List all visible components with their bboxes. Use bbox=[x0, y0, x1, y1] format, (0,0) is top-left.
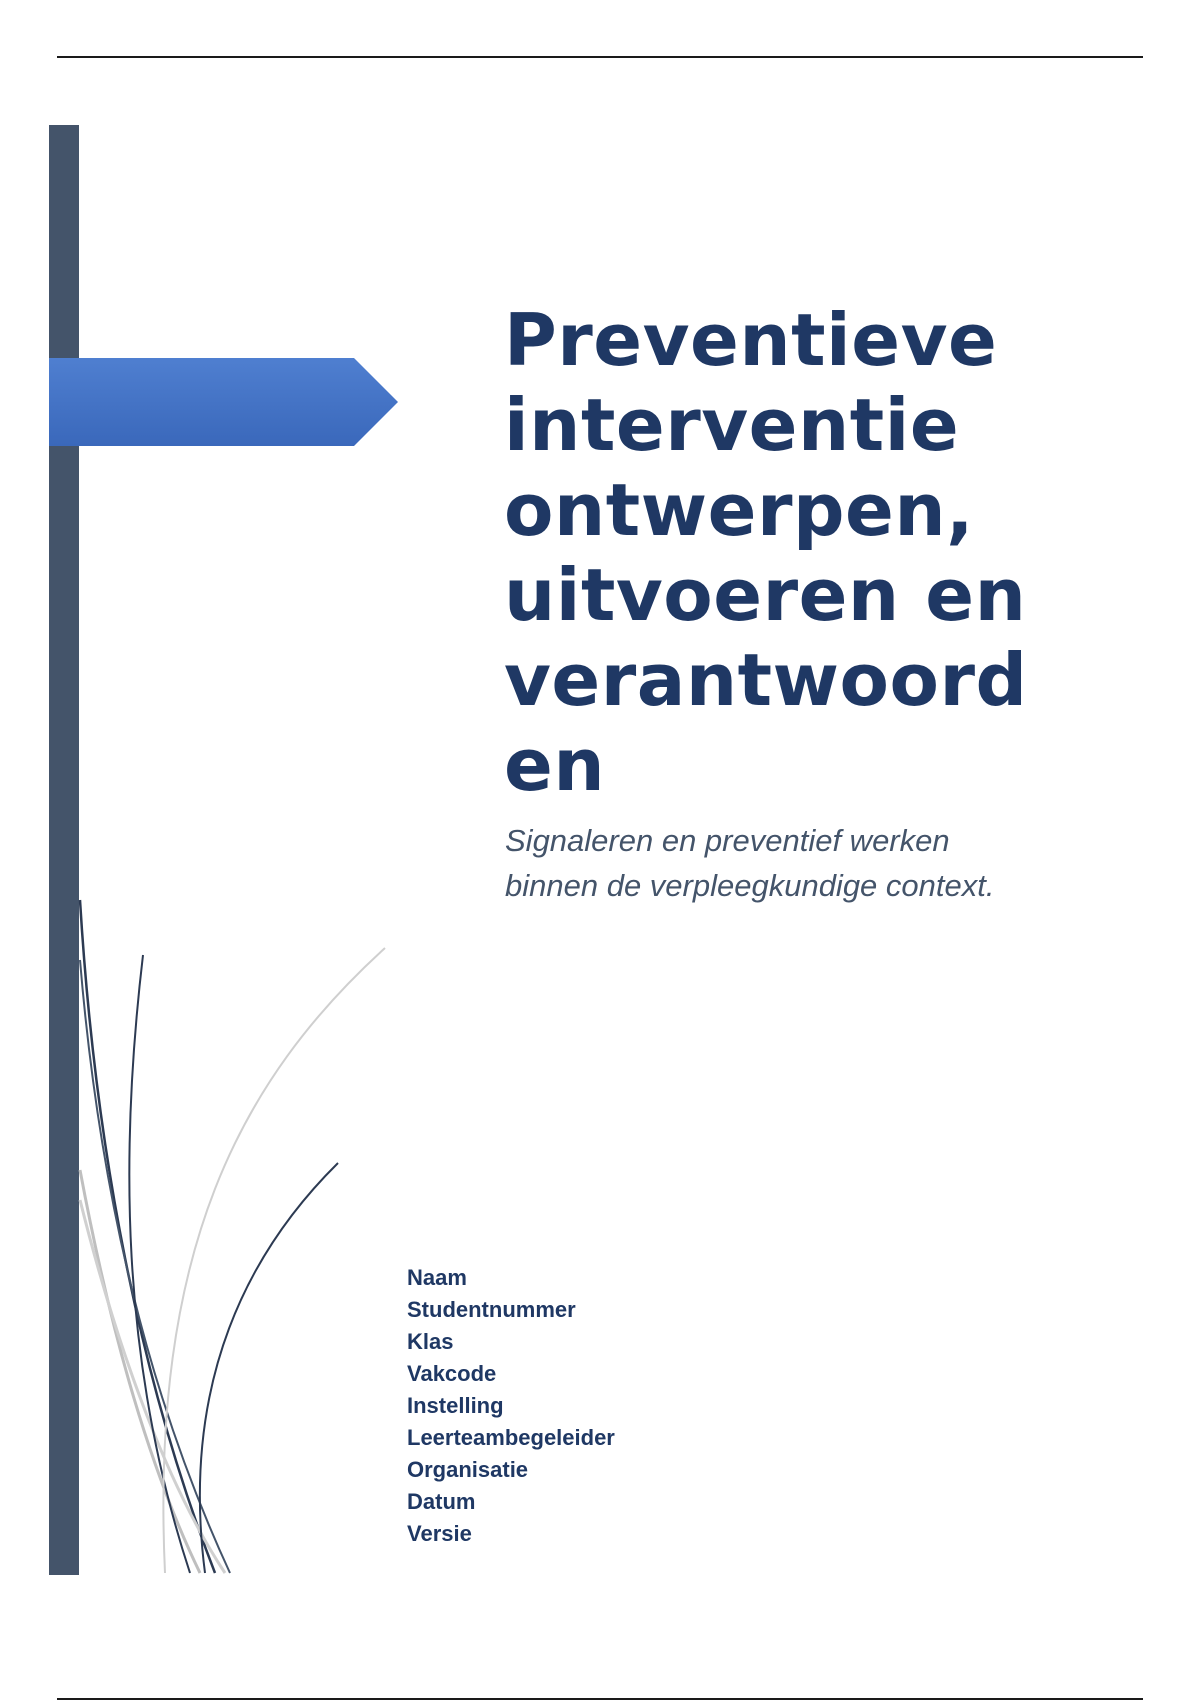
title-line: uitvoeren en bbox=[504, 553, 1027, 637]
field-organisation: Organisatie bbox=[407, 1457, 529, 1482]
field-date: Datum bbox=[407, 1489, 476, 1514]
title-line: ontwerpen, bbox=[504, 468, 974, 552]
field-team-supervisor: Leerteambegeleider bbox=[407, 1425, 615, 1450]
title-line: en bbox=[504, 723, 606, 807]
title-line: interventie bbox=[504, 383, 960, 467]
arrow-shape bbox=[49, 358, 398, 446]
title-line: verantwoord bbox=[504, 638, 1028, 722]
field-name: Naam bbox=[407, 1265, 467, 1290]
field-course-code: Vakcode bbox=[407, 1361, 497, 1386]
field-version: Versie bbox=[407, 1521, 472, 1546]
document-title bbox=[504, 298, 1064, 808]
field-class: Klas bbox=[407, 1329, 454, 1354]
cover-fields bbox=[407, 1262, 615, 1550]
sidebar-bar bbox=[49, 125, 79, 1575]
subtitle-line: Signaleren en preventief werken bbox=[505, 823, 950, 858]
subtitle-line: binnen de verpleegkundige context. bbox=[505, 868, 995, 903]
top-rule bbox=[57, 56, 1143, 58]
field-student-number: Studentnummer bbox=[407, 1297, 576, 1322]
field-institution: Instelling bbox=[407, 1393, 504, 1418]
document-subtitle bbox=[505, 818, 1065, 908]
title-line: Preventieve bbox=[504, 298, 998, 382]
